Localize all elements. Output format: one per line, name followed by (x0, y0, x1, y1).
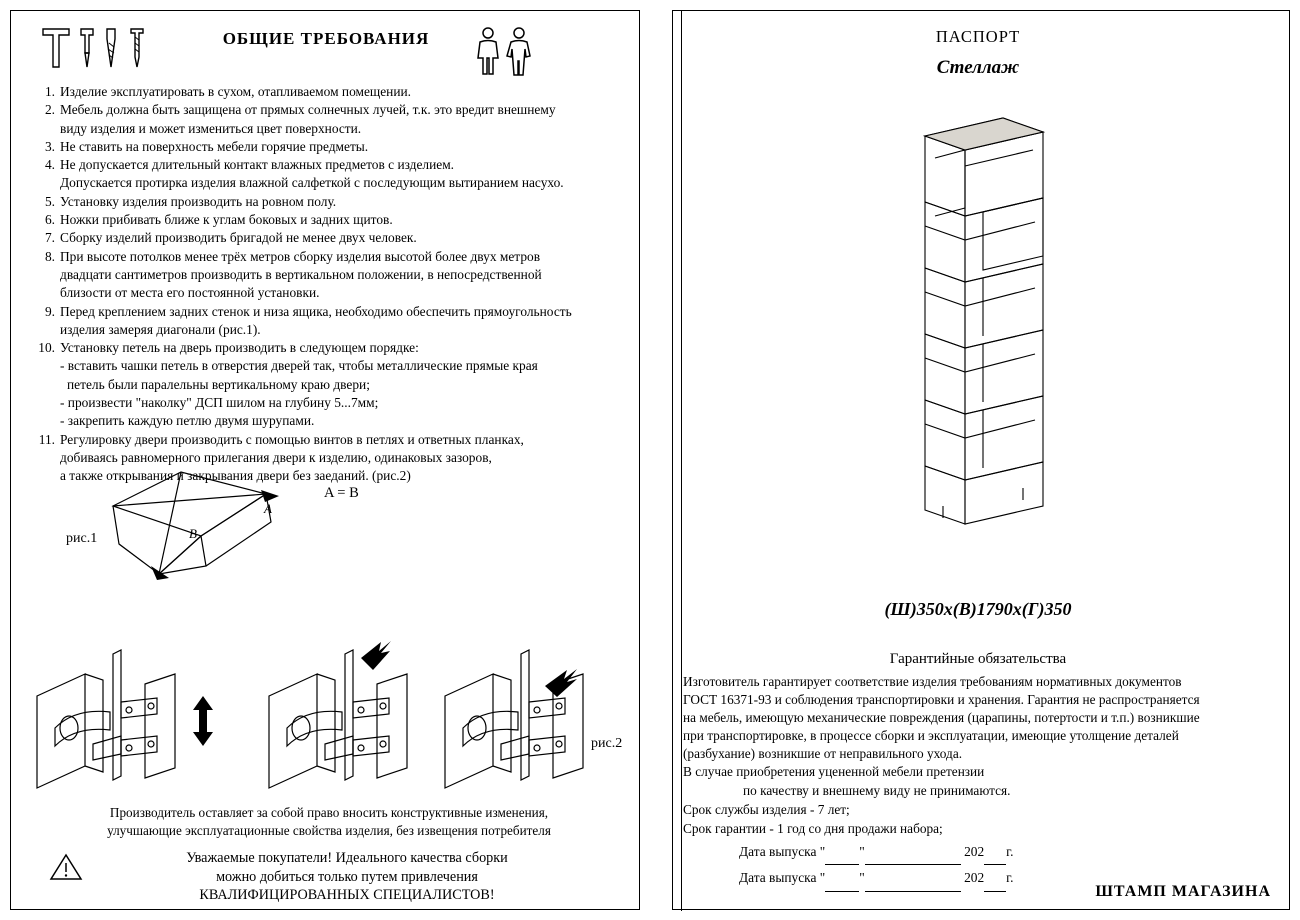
requirement-line (29, 284, 629, 302)
requirement-line (29, 83, 629, 101)
passport-panel (672, 10, 1290, 910)
requirement-number: 10. (38, 340, 55, 356)
requirement-text: петель были паралельны вертикальному краю двери; (67, 376, 370, 392)
requirement-number: 8. (44, 248, 55, 264)
requirement-text: изделия замеряя диагонали (рис.1). (60, 321, 261, 337)
manufacturer-note (29, 804, 629, 839)
requirement-text: Регулировку двери производить с помощью винтов в петлях и ответных планках, (60, 431, 524, 447)
requirement-text: Перед креплением задних стенок и низа ящика, необходимо обеспечить прямоугольность (60, 303, 572, 319)
claims-line: Срок гарантии - 1 год со дня продажи набора; (683, 820, 943, 836)
requirement-line (29, 431, 629, 449)
people-icon (471, 25, 541, 77)
claims-line: по качеству и внешнему виду не принимаются. (743, 782, 1011, 798)
product-name: Стеллаж (936, 57, 1020, 78)
requirement-text: близости от места его постоянной установки. (60, 285, 320, 301)
diagonal-a-label: A (264, 501, 272, 516)
requirement-number: 4. (44, 157, 55, 173)
passport-title: ПАСПОРТ (935, 27, 1021, 46)
requirement-line (29, 229, 629, 247)
requirement-text: Установку изделия производить на ровном полу. (60, 193, 337, 209)
warranty-line: (разбухание) возникшие от неправильного ухода. (683, 746, 963, 762)
claims-block (683, 763, 1273, 839)
warning-line: Уважаемые покупатели! Идеального качества сборки (186, 850, 508, 866)
date-label-2: Дата выпуска " (739, 870, 826, 886)
requirement-text: - произвести "наколку" ДСП шилом на глубину 5...7мм; (60, 395, 379, 411)
warranty-line: Изготовитель гарантирует соответствие изделия требованиям нормативных документов (683, 674, 1182, 689)
requirement-text: Установку петель на дверь производить в следующем порядке: (60, 340, 419, 356)
product-dimensions: (Ш)350х(В)1790х(Г)350 (884, 599, 1072, 619)
shelf-unit-drawing (883, 106, 1113, 576)
requirement-line (29, 248, 629, 266)
ab-equation: A = B (324, 485, 359, 501)
date-year-1: 202 (964, 844, 985, 859)
requirement-text: При высоте потолков менее трёх метров сборку изделия высотой более двух метров (60, 248, 541, 264)
requirement-text: двадцати сантиметров производить в вертикальном положении, в непосредственной (60, 266, 542, 282)
requirement-number: 2. (44, 102, 55, 118)
requirement-line (29, 174, 629, 192)
requirement-line (29, 120, 629, 138)
release-date-row-1 (739, 839, 1259, 865)
requirement-line (29, 101, 629, 119)
date-mid-1: " (859, 844, 865, 859)
requirement-text: виду изделия и может измениться цвет поверхности. (60, 120, 362, 136)
requirement-line (29, 412, 629, 430)
requirement-line (29, 321, 629, 339)
requirement-number: 1. (44, 84, 55, 99)
requirement-line (29, 339, 629, 357)
warranty-body (683, 673, 1273, 763)
requirement-line (29, 266, 629, 284)
requirement-line (29, 138, 629, 156)
requirement-text: - закрепить каждую петлю двумя шурупами. (60, 413, 315, 429)
warning-line: КВАЛИФИЦИРОВАННЫХ СПЕЦИАЛИСТОВ! (199, 887, 495, 904)
requirement-text: Изделие эксплуатировать в сухом, отапливаемом помещении. (60, 84, 412, 99)
general-requirements-panel (10, 10, 640, 910)
requirement-number: 11. (38, 431, 55, 447)
requirement-line (29, 303, 629, 321)
warranty-line: на мебель, имеющую механические повреждения (царапины, потертости и т.п.) возникшие (683, 710, 1200, 726)
date-suffix-1: г. (1006, 844, 1014, 859)
diagonal-b-label: B (189, 526, 197, 541)
requirement-text: Сборку изделий производить бригадой не менее двух человек. (60, 230, 417, 246)
requirement-line (29, 211, 629, 229)
figure-2-label: рис.2 (591, 736, 623, 751)
warning-text (97, 849, 597, 905)
requirement-line (29, 449, 629, 467)
requirement-line (29, 394, 629, 412)
figure-1-label: рис.1 (66, 531, 98, 546)
requirement-number: 5. (44, 193, 55, 209)
requirement-text: добиваясь равномерного прилегания двери к изделию, одинаковых зазоров, (60, 449, 492, 465)
claims-line: В случае приобретения уцененной мебели претензии (683, 764, 985, 779)
shop-stamp-label: ШТАМП МАГАЗИНА (1095, 883, 1271, 900)
date-year-2: 202 (964, 870, 985, 886)
requirements-list (29, 83, 629, 486)
requirement-line (29, 376, 629, 394)
figure-2-diagram (25, 636, 625, 801)
requirement-text: Мебель должна быть защищена от прямых солнечных лучей, т.к. это вредит внешнему (60, 102, 556, 118)
claims-line: Срок службы изделия - 7 лет; (683, 801, 850, 817)
requirement-text: а также открывания и закрывания двери без заеданий. (рис.2) (60, 468, 411, 484)
warranty-title: Гарантийные обязательства (889, 651, 1067, 667)
requirement-text: Не допускается длительный контакт влажных предметов с изделием. (60, 157, 455, 173)
requirement-number: 3. (44, 138, 55, 154)
date-mid-2: " (859, 870, 865, 886)
requirement-text: Допускается протирка изделия влажной салфеткой с последующим вытиранием насухо. (60, 175, 564, 191)
warranty-line: ГОСТ 16371-93 и соблюдения транспортировки и хранения. Гарантия не распространяется (683, 692, 1200, 708)
manufacturer-note-line: улучшающие эксплуатационные свойства изделия, без извещения потребителя (107, 822, 551, 838)
requirement-number: 9. (44, 303, 55, 319)
warning-triangle-icon (49, 853, 83, 881)
requirement-text: - вставить чашки петель в отверстия дверей так, чтобы металлические прямые края (60, 358, 538, 374)
date-label-1: Дата выпуска " (739, 844, 826, 859)
requirement-line (29, 357, 629, 375)
page-title: ОБЩИЕ ТРЕБОВАНИЯ (222, 29, 430, 48)
requirement-line (29, 193, 629, 211)
warning-line: можно добиться только путем привлечения (216, 868, 478, 885)
requirement-text: Не ставить на поверхность мебели горячие предметы. (60, 138, 369, 154)
requirement-text: Ножки прибивать ближе к углам боковых и задних щитов. (60, 212, 393, 228)
warranty-line: при транспортировке, в процессе сборки и эксплуатации, имеющие утолщение деталей (683, 728, 1179, 744)
manufacturer-note-line: Производитель оставляет за собой право вносить конструктивные изменения, (109, 805, 549, 820)
requirement-number: 6. (44, 212, 55, 228)
date-suffix-2: г. (1006, 870, 1014, 886)
requirement-number: 7. (44, 230, 55, 246)
requirement-line (29, 156, 629, 174)
